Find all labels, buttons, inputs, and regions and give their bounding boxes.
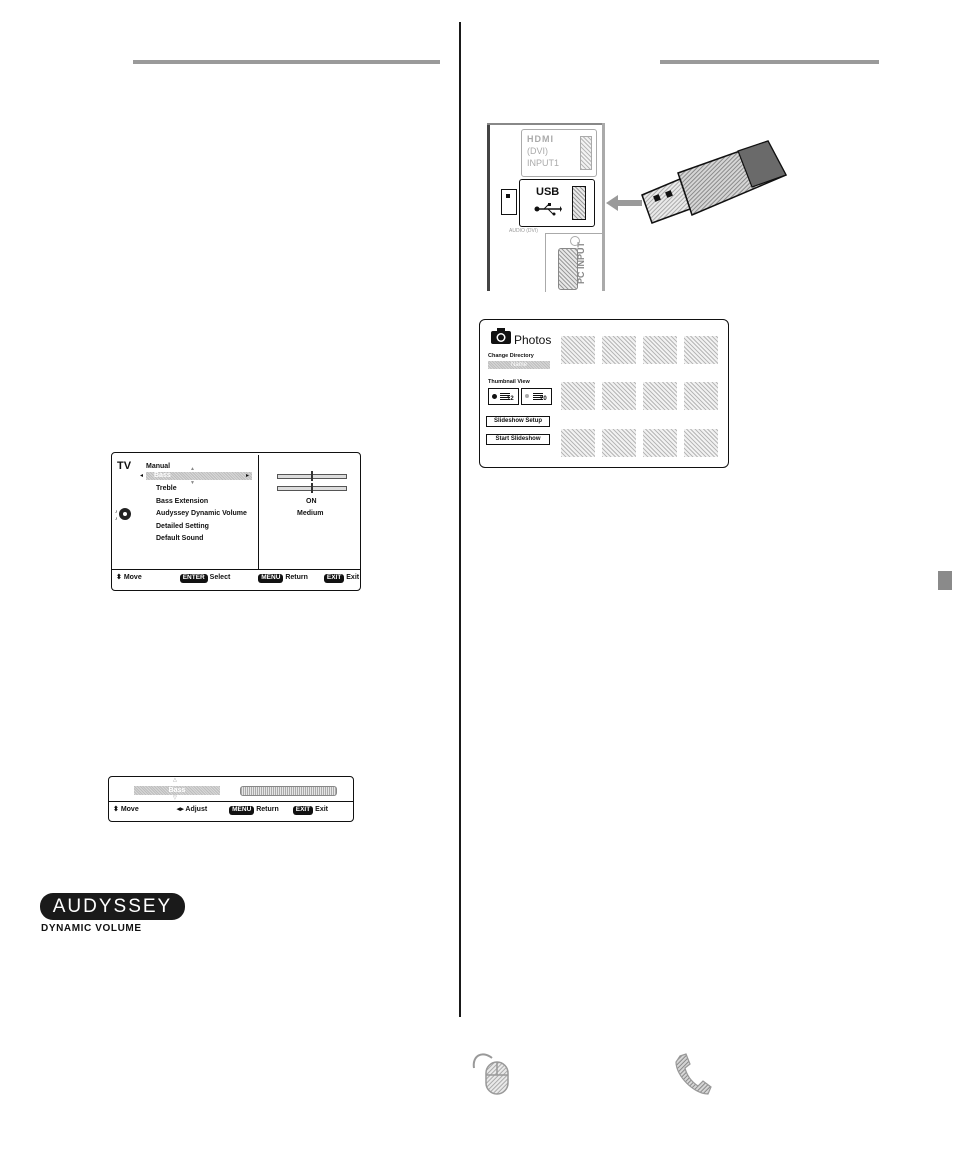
menu-down-arrow: ▼: [190, 480, 195, 486]
menu-right-arrow: ▸: [246, 473, 250, 479]
photo-thumbnail[interactable]: [643, 382, 677, 410]
exit-key-badge: EXIT: [324, 574, 344, 583]
left-section-rule: [133, 60, 440, 64]
treble-slider-knob[interactable]: [311, 483, 313, 493]
menu-item-bass-extension[interactable]: Bass Extension: [156, 498, 209, 505]
exit-key-badge: EXIT: [293, 806, 313, 815]
photos-screen: [479, 319, 729, 468]
thumbnail-view-label: Thumbnail View: [488, 379, 530, 385]
footer-select-label: Select: [209, 574, 231, 581]
start-slideshow-button[interactable]: Start Slideshow: [486, 434, 550, 445]
photo-thumbnail[interactable]: [561, 382, 595, 410]
input1-label: INPUT1: [527, 158, 560, 168]
usb-plug-slot: [506, 194, 510, 198]
menu-footer-divider: [112, 569, 360, 570]
sound-menu-screen: [111, 452, 361, 591]
bass-bar-label[interactable]: Bass: [134, 786, 220, 795]
radio-unselected: [525, 394, 529, 398]
page-tab-marker: [938, 571, 952, 590]
directory-field[interactable]: Name: [488, 361, 550, 369]
arrow-left-icon: [606, 194, 642, 212]
bass-bar-divider: [109, 801, 353, 802]
photo-thumbnail[interactable]: [684, 336, 718, 364]
camera-icon: [490, 327, 512, 345]
view-12-label: 12: [507, 396, 514, 402]
menu-column-divider: [258, 455, 259, 569]
vga-socket: [558, 248, 578, 290]
footer-move-label: Move: [123, 574, 142, 581]
menu-key-badge: MENU: [229, 806, 254, 815]
pc-input-label: PC INPUT: [576, 241, 586, 284]
usb-flash-drive: [640, 135, 790, 225]
usb-symbol-icon: [534, 202, 562, 216]
svg-text:♪: ♪: [115, 516, 118, 522]
bass-slider-knob[interactable]: [311, 471, 313, 481]
speaker-icon: [115, 505, 131, 523]
bass-extension-value: ON: [306, 498, 317, 505]
menu-item-treble[interactable]: Treble: [156, 485, 177, 492]
panel-left-edge: [487, 123, 490, 291]
menu-up-arrow: ▲: [190, 466, 195, 472]
left-right-arrows-icon: ◂▸: [176, 806, 184, 813]
view-20-label: 20: [540, 396, 547, 402]
audio-jack-icon: [570, 236, 580, 246]
photo-thumbnail[interactable]: [561, 336, 595, 364]
menu-key-badge: MENU: [258, 574, 283, 583]
bass-level-bar[interactable]: [240, 786, 337, 796]
audyssey-value: Medium: [297, 510, 324, 517]
usb-port[interactable]: [519, 179, 595, 227]
change-directory-label: Change Directory: [488, 353, 534, 359]
menu-item-audyssey-dynamic-volume[interactable]: Audyssey Dynamic Volume: [156, 510, 247, 517]
photo-thumbnail[interactable]: [684, 429, 718, 457]
svg-text:♪: ♪: [115, 509, 118, 515]
photo-thumbnail[interactable]: [643, 429, 677, 457]
menu-item-detailed-setting[interactable]: Detailed Setting: [156, 523, 209, 530]
treble-slider[interactable]: [277, 486, 347, 491]
footer-return-label: Return: [285, 574, 308, 581]
footer-return-label: Return: [256, 806, 279, 813]
menu-item-bass[interactable]: Bass: [146, 472, 252, 480]
pc-input-port: [545, 233, 604, 292]
radio-selected: [492, 394, 497, 399]
bass-slider[interactable]: [277, 474, 347, 479]
menu-footer: [116, 574, 360, 586]
footer-exit-label: Exit: [315, 806, 328, 813]
phone-icon: [672, 1052, 712, 1096]
bass-adjust-bar: [108, 776, 354, 822]
photo-thumbnail[interactable]: [561, 429, 595, 457]
footer-adjust-label: Adjust: [185, 806, 208, 813]
photo-thumbnail[interactable]: [684, 382, 718, 410]
usb-plug-icon: [501, 189, 517, 215]
enter-key-badge: ENTER: [180, 574, 208, 583]
move-arrows-icon: ⬍: [113, 806, 119, 813]
move-arrows-icon: ⬍: [116, 574, 122, 581]
right-section-rule: [660, 60, 879, 64]
mouse-icon: [470, 1048, 512, 1096]
slideshow-setup-button[interactable]: Slideshow Setup: [486, 416, 550, 427]
view-20-button[interactable]: [521, 388, 552, 405]
hdmi-port: [521, 129, 597, 177]
photo-thumbnail[interactable]: [643, 336, 677, 364]
tv-rear-panel: [487, 123, 605, 291]
view-12-button[interactable]: [488, 388, 519, 405]
dvi-label: (DVI): [527, 146, 548, 156]
panel-top-edge: [487, 123, 605, 125]
menu-item-default-sound[interactable]: Default Sound: [156, 535, 204, 542]
hdmi-label: HDMI: [527, 134, 554, 144]
usb-socket: [572, 186, 586, 220]
usb-label: USB: [536, 186, 560, 198]
photo-thumbnail[interactable]: [602, 336, 636, 364]
footer-move-label: Move: [120, 806, 139, 813]
bass-bar-footer: [113, 806, 349, 815]
photos-title: Photos: [514, 333, 552, 347]
photo-thumbnail[interactable]: [602, 382, 636, 410]
menu-mode-label: Manual: [146, 463, 171, 470]
audyssey-logo-subtitle: DYNAMIC VOLUME: [41, 923, 142, 934]
footer-exit-label: Exit: [346, 574, 360, 581]
menu-source-label: TV: [117, 460, 132, 472]
menu-left-arrow: ◂: [140, 473, 144, 479]
bass-down-arrow: ▽: [173, 795, 177, 801]
hdmi-socket: [580, 136, 592, 170]
bass-up-arrow: △: [173, 777, 177, 783]
audyssey-logo: AUDYSSEY: [40, 893, 185, 920]
column-divider: [459, 22, 461, 1017]
audio-dvi-label: AUDIO (DVI): [509, 228, 538, 234]
photo-thumbnail[interactable]: [602, 429, 636, 457]
